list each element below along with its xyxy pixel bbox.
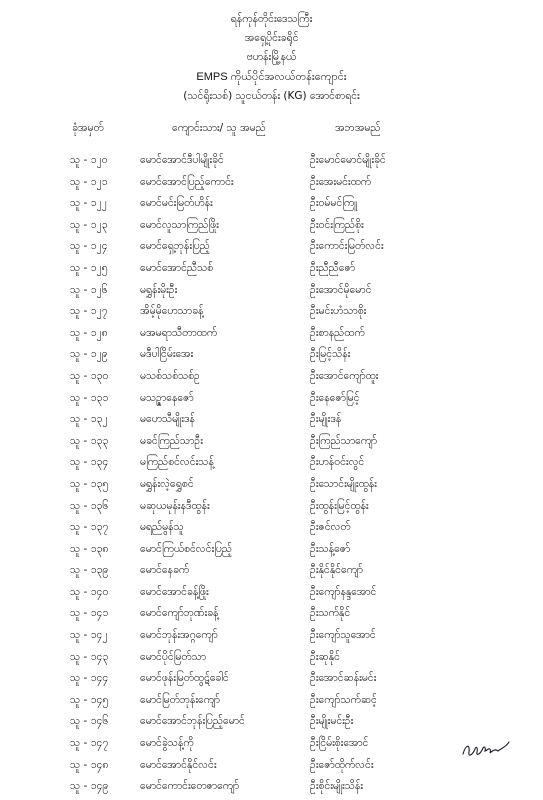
- student-name: မောင်မြတ်ဘုန်းကျော်: [140, 693, 220, 706]
- student-name: မောင်ကောင်းတေဇာကျော်: [140, 780, 240, 793]
- roll-number: သူ - ၁၂၀: [70, 154, 108, 166]
- list-item: [0, 368, 543, 390]
- roll-number: သူ - ၁၂၈: [70, 326, 108, 339]
- roll-number: သူ - ၁၄၀: [70, 585, 109, 598]
- list-item: [0, 152, 543, 174]
- list-item: [0, 433, 543, 455]
- list-item: [0, 174, 543, 196]
- father-name: ဦးကြည်သာကျော်: [310, 434, 378, 447]
- student-name: မဆုယမုန်းနဒီထွန်း: [140, 499, 210, 512]
- father-name: ဦးသက်နိုင်: [310, 607, 351, 620]
- roll-number: သူ - ၁၃၆: [70, 499, 109, 512]
- list-item: [0, 390, 543, 412]
- student-name: မောင်ကြယ်စင်လင်းပြည့်: [140, 542, 233, 555]
- list-item: [0, 562, 543, 584]
- father-name: ဦးအောင်ဆန်းမင်း: [310, 672, 377, 685]
- student-name: မောင်ပိုင်မြတ်သာ: [140, 650, 207, 663]
- father-name: ဦးမောင်မောင်မျိုးခိုင်: [310, 154, 386, 166]
- column-header-father-name: အဘအမည်: [335, 122, 381, 134]
- father-name: ဦးသန့်ဇော်: [310, 542, 351, 555]
- township-title: ဗဟန်းမြို့နယ်: [246, 51, 297, 64]
- student-name: မဒီပါငြိမ်းအေး: [140, 348, 194, 361]
- father-name: ဦးသောင်းမျိုးထွန်း: [310, 477, 377, 490]
- father-name: ဦးဝင်းကြည်စိုး: [310, 218, 364, 231]
- student-name: မောင်ဖုန်းမြတ်ထွဋ်ခေါင်: [140, 672, 229, 685]
- column-header-student-name: ကျောင်းသား/ သူ အမည်: [172, 122, 266, 134]
- student-name: မောင်နေခက်: [140, 564, 190, 577]
- roll-number: သူ - ၁၄၈: [70, 758, 109, 771]
- roll-number: သူ - ၁၂၃: [70, 218, 108, 231]
- student-name: မရွှန်းမိုးဦး: [140, 283, 178, 296]
- roll-number: သူ - ၁၄၉: [70, 780, 109, 793]
- student-name: မောင်မင်းမြတ်ဟိန်း: [140, 197, 213, 210]
- roll-number: သူ - ၁၃၈: [70, 542, 109, 555]
- roll-number: သူ - ၁၃၄: [70, 456, 109, 469]
- student-name: အိမ့်မိုဟေသာခန့်: [140, 305, 204, 318]
- father-name: ဦးမျိုးဒန်: [310, 413, 342, 426]
- father-name: ဦးကျော်သူအောင်: [310, 629, 376, 642]
- student-name: မောင်အောင်နိုင်လင်း: [140, 758, 217, 771]
- father-name: ဦးညီညီဇော်: [310, 261, 356, 274]
- roll-number: သူ - ၁၂၁: [70, 175, 108, 188]
- roll-number: သူ - ၁၂၂: [70, 197, 107, 210]
- father-name: ဦးအေးမင်းထက်: [310, 175, 372, 188]
- list-item: [0, 260, 543, 282]
- list-item: [0, 303, 543, 325]
- father-name: ဦးဇော်ထိုက်လင်း: [310, 758, 374, 771]
- list-item: [0, 217, 543, 239]
- list-item: [0, 649, 543, 671]
- student-name: မခင်ကြည်သာဦး: [140, 434, 203, 447]
- student-name: မောင်အောင်ပြည့်ကောင်း: [140, 175, 234, 188]
- signature-mark: [460, 738, 514, 760]
- father-name: ဦးစိုင်းမျိုးသိန်း: [310, 780, 363, 793]
- student-name: မသစ်သစ်သစ်ဥ: [140, 369, 200, 382]
- father-name: ဦးကောင်းမြတ်လင်း: [310, 240, 384, 253]
- father-name: ဦးကျော်နန္ဒအောင်: [310, 585, 377, 598]
- district-title: အရှေ့ပိုင်းခရိုင်: [244, 32, 299, 45]
- list-item: [0, 519, 543, 541]
- father-name: ဦးနိုင်နိုင်ကျော်: [310, 564, 363, 577]
- father-name: ဦးငြိမ်းစိုးအောင်: [310, 737, 369, 750]
- region-title: ရန်ကုန်တိုင်းဒေသကြီး: [230, 13, 313, 25]
- student-name: မကြည်စင်လင်းသန့်: [140, 456, 214, 469]
- roll-number: သူ - ၁၄၃: [70, 650, 109, 663]
- list-item: [0, 346, 543, 368]
- roll-number: သူ - ၁၂၄: [70, 240, 108, 253]
- roll-number: သူ - ၁၃၁: [70, 391, 109, 404]
- roll-number: သူ - ၁၄၁: [70, 607, 109, 620]
- document-header: [0, 10, 543, 106]
- list-item: [0, 627, 543, 649]
- roll-number: သူ - ၁၃၅: [70, 477, 109, 490]
- roll-number: သူ - ၁၃၂: [70, 413, 108, 426]
- results-list: [0, 152, 543, 800]
- list-item: [0, 325, 543, 347]
- student-name: မောင်အောင်ခန့်ဖြိုး: [140, 585, 209, 598]
- student-name: မအမရာသီတာထက်: [140, 326, 218, 339]
- list-item: [0, 238, 543, 260]
- list-item: [0, 541, 543, 563]
- student-name: မဟေသီမျိုးဒန်: [140, 413, 195, 426]
- list-item: [0, 713, 543, 735]
- list-item: [0, 454, 543, 476]
- student-name: မရည်မွန်သူ: [140, 521, 184, 534]
- roll-number: သူ - ၁၂၉: [70, 348, 108, 361]
- father-name: ဦးစာနည်ထက်: [310, 326, 365, 339]
- list-item: [0, 282, 543, 304]
- roll-number: သူ - ၁၃၀: [70, 369, 109, 382]
- column-header-roll-no: ခုံအမှတ်: [72, 122, 104, 134]
- student-name: မောင်လူသာကြည်ဖြိုး: [140, 218, 219, 231]
- student-name: မောင်ရှေ့ဘုန်းပြည့်: [140, 240, 210, 253]
- list-item: [0, 670, 543, 692]
- roll-number: သူ - ၁၂၆: [70, 283, 108, 296]
- student-name: မသဉ္ဇာနေဇော်: [140, 391, 194, 404]
- student-name: မောင်ဘုန်းအဂ္ဂကျော်: [140, 629, 218, 642]
- list-item: [0, 498, 543, 520]
- roll-number: သူ - ၁၃၇: [70, 521, 109, 534]
- student-name: မောင်အောင်ဘုန်းပြည့်မောင်: [140, 715, 245, 728]
- list-item: [0, 476, 543, 498]
- father-name: ဦးဟန်ဝင်းလွင်: [310, 456, 365, 469]
- father-name: ဦးအောင်မိုမောင်: [310, 283, 372, 296]
- father-name: ဦးအောင်ကျော်ထူး: [310, 369, 379, 382]
- father-name: ဦးကျော်သက်ဆင့်: [310, 693, 377, 706]
- student-name: မောင်ကျော်ဘုဏ်းခန့်: [140, 607, 219, 620]
- father-name: ဦးနေဇော်မြင့်: [310, 391, 360, 404]
- roll-number: သူ - ၁၄၆: [70, 715, 109, 728]
- roll-number: သူ - ၁၃၃: [70, 434, 109, 447]
- student-name: မရွှန်းလဲ့ရွှေစင်: [140, 477, 194, 490]
- roll-number: သူ - ၁၄၇: [70, 737, 109, 750]
- list-item: [0, 605, 543, 627]
- student-name: မောင်ခွဲသန့်ကို: [140, 737, 194, 750]
- roll-number: သူ - ၁၃၉: [70, 564, 109, 577]
- father-name: ဦးမင်းဟံသာစိုး: [310, 305, 367, 318]
- father-name: ဦးမြင့်သိန်း: [310, 348, 351, 361]
- roll-number: သူ - ၁၄၂: [70, 629, 108, 642]
- column-headers: [0, 122, 543, 138]
- list-item: [0, 584, 543, 606]
- student-name: မောင်အောင်ဒီပါမျိုးခိုင်: [140, 154, 224, 166]
- school-title: EMPS ကိုယ်ပိုင်အလယ်တန်းကျောင်း: [196, 70, 347, 83]
- list-item: [0, 692, 543, 714]
- list-item: [0, 195, 543, 217]
- father-name: ဦးဆုနိုင်: [310, 650, 340, 663]
- father-name: ဦးဝမ်မင်ကြူ: [310, 197, 358, 210]
- student-name: မောင်အောင်ညီသစ်: [140, 261, 214, 274]
- father-name: ဦးမျိုးမင်းဦး: [310, 715, 354, 728]
- roll-number: သူ - ၁၂၅: [70, 261, 108, 274]
- father-name: ဦးထွန်းမြင့်ထွန်း: [310, 499, 369, 512]
- father-name: ဦးဇင်လတ်: [310, 521, 351, 534]
- results-title: (သင်ရိုးသစ်) သူငယ်တန်း (KG) အောင်စာရင်း: [183, 89, 360, 102]
- roll-number: သူ - ၁၂၇: [70, 305, 108, 318]
- list-item: [0, 778, 543, 800]
- roll-number: သူ - ၁၄၅: [70, 693, 109, 706]
- roll-number: သူ - ၁၄၄: [70, 672, 109, 685]
- list-item: [0, 411, 543, 433]
